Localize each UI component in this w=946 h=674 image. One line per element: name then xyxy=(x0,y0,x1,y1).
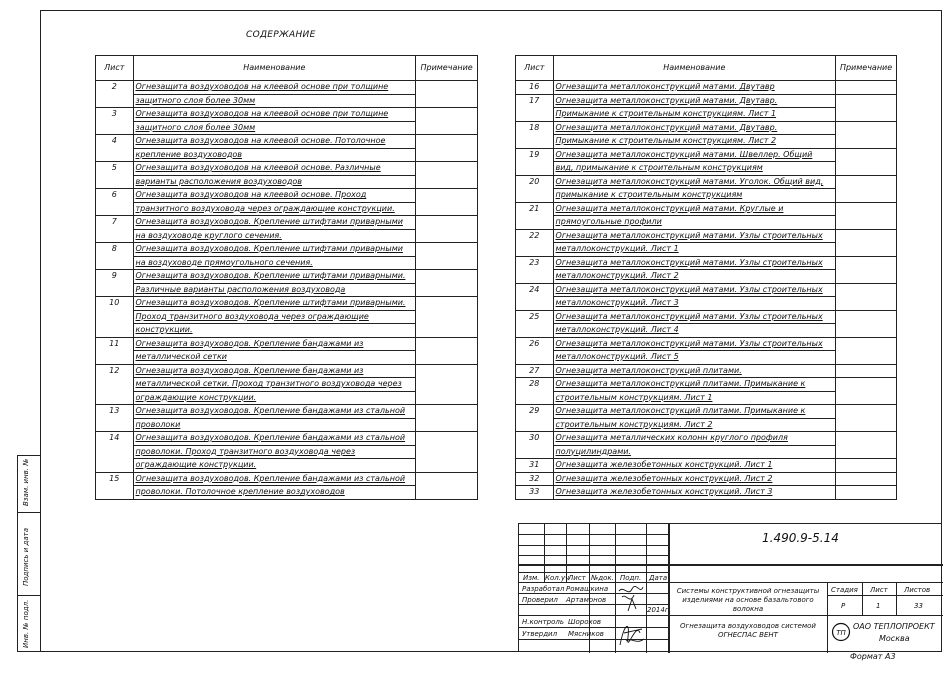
entry-name: Огнезащита воздуховодов на клеевой основе. Проход xyxy=(133,189,416,203)
entry-note xyxy=(836,486,897,500)
entry-note xyxy=(416,162,478,189)
header-sheet: Лист xyxy=(516,56,554,81)
entry-name: Огнезащита металлоконструкций плитами. xyxy=(553,364,836,378)
entry-name: Примыкание к строительным конструкциям. Лист 1 xyxy=(553,108,836,122)
sheet-number: 11 xyxy=(96,337,134,364)
table-row xyxy=(96,108,478,122)
entry-name: металлоконструкций. Лист 3 xyxy=(553,297,836,311)
entry-note xyxy=(416,81,478,108)
sheet-number: 18 xyxy=(516,121,554,148)
sheet-number: 17 xyxy=(516,94,554,121)
stamp-name-utverd: Мясников xyxy=(568,630,604,638)
table-row xyxy=(96,297,478,311)
table-row xyxy=(96,216,478,230)
sheet-number: 24 xyxy=(516,283,554,310)
entry-note xyxy=(836,81,897,95)
stamp-list-label: Лист xyxy=(870,586,888,594)
sheet-number: 28 xyxy=(516,378,554,405)
stamp-name-razrab: Ромашкина xyxy=(566,585,609,593)
entry-note xyxy=(416,337,478,364)
table-row xyxy=(516,81,897,95)
header-name: Наименование xyxy=(133,56,416,81)
table-row xyxy=(96,432,478,446)
entry-note xyxy=(416,189,478,216)
entry-note xyxy=(836,364,897,378)
toc-table-left xyxy=(95,55,478,500)
company-logo-text: ТП xyxy=(836,629,846,637)
sheet-number: 2 xyxy=(96,81,134,108)
sheet-number: 19 xyxy=(516,148,554,175)
entry-note xyxy=(836,202,897,229)
entry-name: Различные варианты расположения воздуховода xyxy=(133,283,416,297)
signature-razrab-icon xyxy=(616,583,646,613)
page-title: СОДЕРЖАНИЕ xyxy=(246,30,316,40)
entry-name: Огнезащита металлоконструкций матами. Узлы строительных xyxy=(553,256,836,270)
entry-note xyxy=(836,121,897,148)
table-row xyxy=(516,94,897,108)
entry-name: Огнезащита воздуховодов. Крепление бандажами из xyxy=(133,337,416,351)
sheet-number: 23 xyxy=(516,256,554,283)
entry-name: Огнезащита металлоконструкций матами. Двутавр. xyxy=(553,94,836,108)
entry-name: Огнезащита металлоконструкций матами. Швеллер. Общий xyxy=(553,148,836,162)
table-row xyxy=(96,364,478,378)
entry-name: ограждающие конструкции. xyxy=(133,459,416,473)
sheet-number: 10 xyxy=(96,297,134,338)
table-row xyxy=(516,486,897,500)
sheet-number: 31 xyxy=(516,459,554,473)
entry-note xyxy=(416,364,478,405)
sheet-number: 25 xyxy=(516,310,554,337)
stamp-listov-label: Листов xyxy=(904,586,931,594)
stamp-role-utverd: Утвердил xyxy=(522,630,558,638)
entry-name: металлической сетки xyxy=(133,351,416,365)
stamp-role-razrab: Разработал xyxy=(522,585,565,593)
entry-name: прямоугольные профили xyxy=(553,216,836,230)
entry-note xyxy=(416,135,478,162)
sheet-number: 7 xyxy=(96,216,134,243)
entry-name: Огнезащита металлоконструкций матами. Узлы строительных xyxy=(553,283,836,297)
entry-name: Огнезащита металлоконструкций матами. Круглые и xyxy=(553,202,836,216)
stamp-col-data: Дата xyxy=(649,574,668,582)
stamp-name-nkontr: Шорохов xyxy=(568,618,602,626)
side-label-sign-date: Подпись и дата xyxy=(22,528,30,586)
table-row xyxy=(516,202,897,216)
entry-note xyxy=(836,256,897,283)
sheet-number: 15 xyxy=(96,472,134,499)
table-row xyxy=(516,337,897,351)
entry-name: Огнезащита металлических колонн круглого профиля xyxy=(553,432,836,446)
entry-name: Огнезащита металлоконструкций матами. Узлы строительных xyxy=(553,229,836,243)
sheet-number: 14 xyxy=(96,432,134,473)
header-note: Примечание xyxy=(416,56,478,81)
sheet-number: 32 xyxy=(516,472,554,486)
sheet-number: 33 xyxy=(516,486,554,500)
entry-note xyxy=(836,378,897,405)
table-row xyxy=(96,135,478,149)
table-row xyxy=(96,337,478,351)
entry-name: Огнезащита воздуховодов на клеевой основе при толщине xyxy=(133,81,416,95)
entry-name: Огнезащита воздуховодов. Крепление штифтами приварными xyxy=(133,243,416,257)
entry-name: Огнезащита металлоконструкций плитами. Примыкание к xyxy=(553,378,836,392)
sheet-number: 30 xyxy=(516,432,554,459)
entry-name: защитного слоя более 30мм xyxy=(133,121,416,135)
table-row xyxy=(516,364,897,378)
entry-name: Огнезащита металлоконструкций матами. Двутавр. xyxy=(553,121,836,135)
entry-note xyxy=(416,108,478,135)
series-title: Системы конструктивной огнезащиты изделиями на основе базальтового волокна xyxy=(676,587,820,613)
entry-name: металлоконструкций. Лист 1 xyxy=(553,243,836,257)
table-row xyxy=(516,229,897,243)
entry-name: крепление воздуховодов xyxy=(133,148,416,162)
format-label: Формат А3 xyxy=(850,652,896,661)
signature-nkontr-icon xyxy=(616,615,646,651)
sheet-number: 12 xyxy=(96,364,134,405)
stamp-col-izm: Изм. xyxy=(523,574,540,582)
entry-name: строительным конструкциям. Лист 2 xyxy=(553,418,836,432)
org-city: Москва xyxy=(879,634,910,643)
entry-note xyxy=(836,459,897,473)
entry-name: Огнезащита металлоконструкций матами. Узлы строительных xyxy=(553,310,836,324)
table-row xyxy=(516,175,897,189)
entry-note xyxy=(416,432,478,473)
entry-name: проволоки. Проход транзитного воздуховода через xyxy=(133,445,416,459)
table-row xyxy=(516,310,897,324)
entry-name: Проход транзитного воздуховода через ограждающие xyxy=(133,310,416,324)
entry-name: Огнезащита воздуховодов. Крепление бандажами из стальной xyxy=(133,472,416,486)
header-note: Примечание xyxy=(836,56,897,81)
sheet-number: 9 xyxy=(96,270,134,297)
table-row xyxy=(516,405,897,419)
entry-name: полуцилиндрами. xyxy=(553,445,836,459)
stamp-list-value: 1 xyxy=(876,602,881,610)
sheet-number: 4 xyxy=(96,135,134,162)
entry-note xyxy=(416,243,478,270)
entry-name: Огнезащита воздуховодов. Крепление бандажами из стальной xyxy=(133,432,416,446)
table-row xyxy=(516,459,897,473)
entry-name: ограждающие конструкции. xyxy=(133,391,416,405)
header-sheet: Лист xyxy=(96,56,134,81)
sheet-number: 8 xyxy=(96,243,134,270)
entry-name: транзитного воздуховода через ограждающие конструкции. xyxy=(133,202,416,216)
entry-note xyxy=(836,432,897,459)
title-block-stamp xyxy=(518,523,942,652)
entry-name: Огнезащита воздуховодов на клеевой основе. Потолочное xyxy=(133,135,416,149)
stamp-role-nkontr: Н.контроль xyxy=(522,618,564,626)
stamp-col-ndok: №док. xyxy=(591,574,614,582)
sheet-number: 29 xyxy=(516,405,554,432)
table-row xyxy=(516,121,897,135)
side-stamp-strip xyxy=(17,455,40,652)
table-row xyxy=(96,81,478,95)
entry-name: Огнезащита воздуховодов. Крепление штифтами приварными. xyxy=(133,270,416,284)
entry-name: примыкание к строительным конструкциям xyxy=(553,189,836,203)
entry-name: Огнезащита воздуховодов. Крепление штифтами приварными. xyxy=(133,297,416,311)
entry-note xyxy=(416,297,478,338)
side-label-inv-repl: Взам. инв. № xyxy=(22,458,30,506)
entry-name: Огнезащита металлоконструкций плитами. Примыкание к xyxy=(553,405,836,419)
table-row xyxy=(516,378,897,392)
entry-note xyxy=(836,405,897,432)
sheet-number: 16 xyxy=(516,81,554,95)
entry-note xyxy=(836,472,897,486)
entry-name: проволоки. Потолочное крепление воздуховодов xyxy=(133,486,416,500)
entry-name: металлоконструкций. Лист 2 xyxy=(553,270,836,284)
table-row xyxy=(96,189,478,203)
stamp-listov-value: 33 xyxy=(914,602,923,610)
entry-name: металлоконструкций. Лист 4 xyxy=(553,324,836,338)
table-row xyxy=(516,256,897,270)
sheet-number: 20 xyxy=(516,175,554,202)
stamp-col-list: Лист xyxy=(568,574,586,582)
toc-table-right xyxy=(515,55,897,500)
entry-name: конструкции. xyxy=(133,324,416,338)
sheet-number: 27 xyxy=(516,364,554,378)
entry-note xyxy=(416,472,478,499)
stamp-name-prover: Артамонов xyxy=(566,596,607,604)
entry-name: Огнезащита металлоконструкций матами. Уголок. Общий вид, xyxy=(553,175,836,189)
stamp-year: 2014г. xyxy=(647,606,671,614)
entry-name: Огнезащита железобетонных конструкций. Лист 1 xyxy=(553,459,836,473)
entry-note xyxy=(836,310,897,337)
sheet-number: 3 xyxy=(96,108,134,135)
sheet-number: 26 xyxy=(516,337,554,364)
entry-name: Огнезащита воздуховодов. Крепление бандажами из xyxy=(133,364,416,378)
table-row xyxy=(516,283,897,297)
entry-name: проволоки xyxy=(133,418,416,432)
header-name: Наименование xyxy=(553,56,836,81)
entry-name: на воздуховоде прямоугольного сечения. xyxy=(133,256,416,270)
table-row xyxy=(96,405,478,419)
entry-name: металлоконструкций. Лист 5 xyxy=(553,351,836,365)
entry-name: Огнезащита воздуховодов на клеевой основе при толщине xyxy=(133,108,416,122)
stamp-col-podp: Подп. xyxy=(620,574,642,582)
entry-name: Огнезащита железобетонных конструкций. Лист 3 xyxy=(553,486,836,500)
table-row xyxy=(96,243,478,257)
stamp-stadiya-label: Стадия xyxy=(831,586,858,594)
table-row xyxy=(516,432,897,446)
entry-name: на воздуховоде круглого сечения. xyxy=(133,229,416,243)
stamp-col-kol: Кол.уч xyxy=(545,574,570,582)
table-row xyxy=(96,472,478,486)
table-row xyxy=(96,270,478,284)
sheet-number: 5 xyxy=(96,162,134,189)
side-label-inv-orig: Инв. № подл. xyxy=(22,599,30,648)
org-name: ОАО ТЕПЛОПРОЕКТ xyxy=(853,622,935,631)
entry-note xyxy=(836,337,897,364)
sheet-title: Огнезащита воздуховодов системой ОГНЕСПАС ВЕНТ xyxy=(680,622,816,639)
entry-name: Огнезащита воздуховодов на клеевой основе. Различные xyxy=(133,162,416,176)
table-row xyxy=(516,148,897,162)
entry-name: металлической сетки. Проход транзитного воздуховода через xyxy=(133,378,416,392)
entry-name: строительным конструкциям. Лист 1 xyxy=(553,391,836,405)
entry-name: Примыкание к строительным конструкциям. Лист 2 xyxy=(553,135,836,149)
sheet-number: 21 xyxy=(516,202,554,229)
entry-name: Огнезащита металлоконструкций матами. Двутавр xyxy=(553,81,836,95)
sheet-number: 13 xyxy=(96,405,134,432)
company-logo-icon xyxy=(831,622,851,642)
stamp-role-prover: Проверил xyxy=(522,596,558,604)
table-row xyxy=(96,162,478,176)
entry-name: варианты расположения воздуховодов xyxy=(133,175,416,189)
entry-name: Огнезащита металлоконструкций матами. Узлы строительных xyxy=(553,337,836,351)
entry-name: вид, примыкание к строительным конструкциям xyxy=(553,162,836,176)
entry-note xyxy=(836,175,897,202)
entry-note xyxy=(836,229,897,256)
table-row xyxy=(516,472,897,486)
entry-name: Огнезащита воздуховодов. Крепление бандажами из стальной xyxy=(133,405,416,419)
entry-note xyxy=(416,270,478,297)
entry-note xyxy=(836,94,897,121)
entry-note xyxy=(416,216,478,243)
entry-name: Огнезащита воздуховодов. Крепление штифтами приварными xyxy=(133,216,416,230)
entry-note xyxy=(416,405,478,432)
entry-name: защитного слоя более 30мм xyxy=(133,94,416,108)
stamp-stadiya-value: Р xyxy=(841,602,846,610)
sheet-number: 22 xyxy=(516,229,554,256)
doc-code: 1.490.9-5.14 xyxy=(762,531,839,545)
entry-note xyxy=(836,148,897,175)
entry-note xyxy=(836,283,897,310)
sheet-number: 6 xyxy=(96,189,134,216)
entry-name: Огнезащита железобетонных конструкций. Лист 2 xyxy=(553,472,836,486)
